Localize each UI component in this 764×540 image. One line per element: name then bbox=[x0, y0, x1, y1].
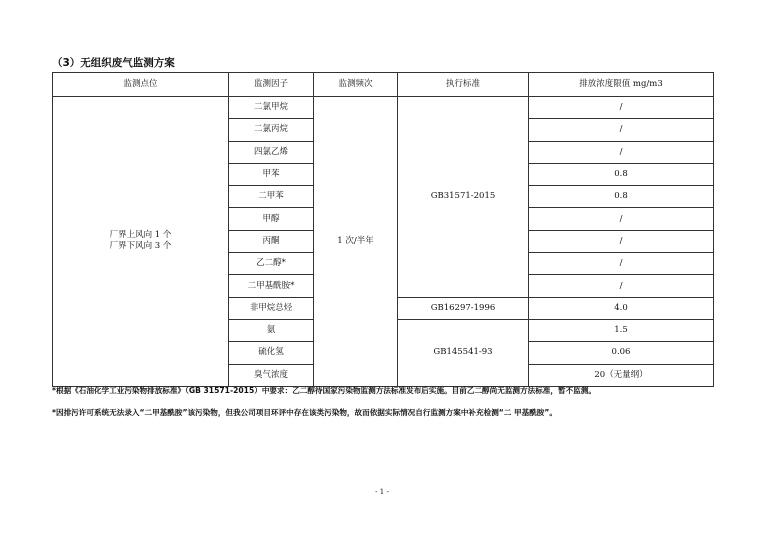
factor-cell: 乙二醇* bbox=[229, 253, 314, 275]
factor-cell: 臭气浓度 bbox=[229, 364, 314, 386]
limit-cell: / bbox=[529, 119, 714, 141]
site-upwind: 厂界上风向 1 个 bbox=[109, 230, 172, 241]
factor-cell: 丙酮 bbox=[229, 230, 314, 252]
standard-cell: GB145541-93 bbox=[398, 319, 529, 386]
factor-cell: 硫化氢 bbox=[229, 342, 314, 364]
factor-cell: 二甲苯 bbox=[229, 186, 314, 208]
header-frequency: 监测频次 bbox=[314, 73, 398, 97]
limit-cell: 20（无量纲） bbox=[529, 364, 714, 386]
limit-cell: / bbox=[529, 275, 714, 297]
table-row bbox=[53, 97, 714, 119]
header-limit: 排放浓度限值 mg/m3 bbox=[529, 73, 714, 97]
page-number: - 1 - bbox=[375, 488, 389, 496]
table-header-row bbox=[53, 73, 714, 97]
note-ethylene-glycol: *根据《石油化学工业污染物排放标准》（GB 31571-2015）中要求：乙二醇待国家污染物监测方法标准发布后实施。目前乙二醇尚无监测方法标准，暂不监测。 bbox=[52, 386, 596, 395]
site-cell bbox=[53, 97, 229, 387]
limit-cell: 4.0 bbox=[529, 297, 714, 319]
factor-cell: 氨 bbox=[229, 319, 314, 341]
monitoring-plan-table bbox=[52, 72, 714, 387]
limit-cell: / bbox=[529, 253, 714, 275]
factor-cell: 四氯乙烯 bbox=[229, 141, 314, 163]
standard-cell: GB31571-2015 bbox=[398, 97, 529, 298]
header-site: 监测点位 bbox=[53, 73, 229, 97]
factor-cell: 甲醇 bbox=[229, 208, 314, 230]
limit-cell: / bbox=[529, 208, 714, 230]
header-factor: 监测因子 bbox=[229, 73, 314, 97]
limit-cell: 0.8 bbox=[529, 186, 714, 208]
limit-cell: 0.8 bbox=[529, 163, 714, 185]
factor-cell: 二氯丙烷 bbox=[229, 119, 314, 141]
limit-cell: / bbox=[529, 141, 714, 163]
limit-cell: 1.5 bbox=[529, 319, 714, 341]
section-title: （3）无组织废气监测方案 bbox=[52, 57, 175, 69]
factor-cell: 甲苯 bbox=[229, 163, 314, 185]
standard-cell: GB16297-1996 bbox=[398, 297, 529, 319]
limit-cell: / bbox=[529, 230, 714, 252]
factor-cell: 非甲烷总烃 bbox=[229, 297, 314, 319]
factor-cell: 二甲基酰胺* bbox=[229, 275, 314, 297]
header-standard: 执行标准 bbox=[398, 73, 529, 97]
factor-cell: 二氯甲烷 bbox=[229, 97, 314, 119]
frequency-cell: 1 次/半年 bbox=[314, 97, 398, 387]
note-dimethylamide: *因排污许可系统无法录入“二甲基酰胺”该污染物，但我公司项目环评中存在该类污染物，故而依据实际情况自行监测方案中补充检测“二 甲基酰胺”。 bbox=[52, 408, 557, 417]
site-downwind: 厂界下风向 3 个 bbox=[109, 241, 172, 252]
limit-cell: / bbox=[529, 97, 714, 119]
limit-cell: 0.06 bbox=[529, 342, 714, 364]
